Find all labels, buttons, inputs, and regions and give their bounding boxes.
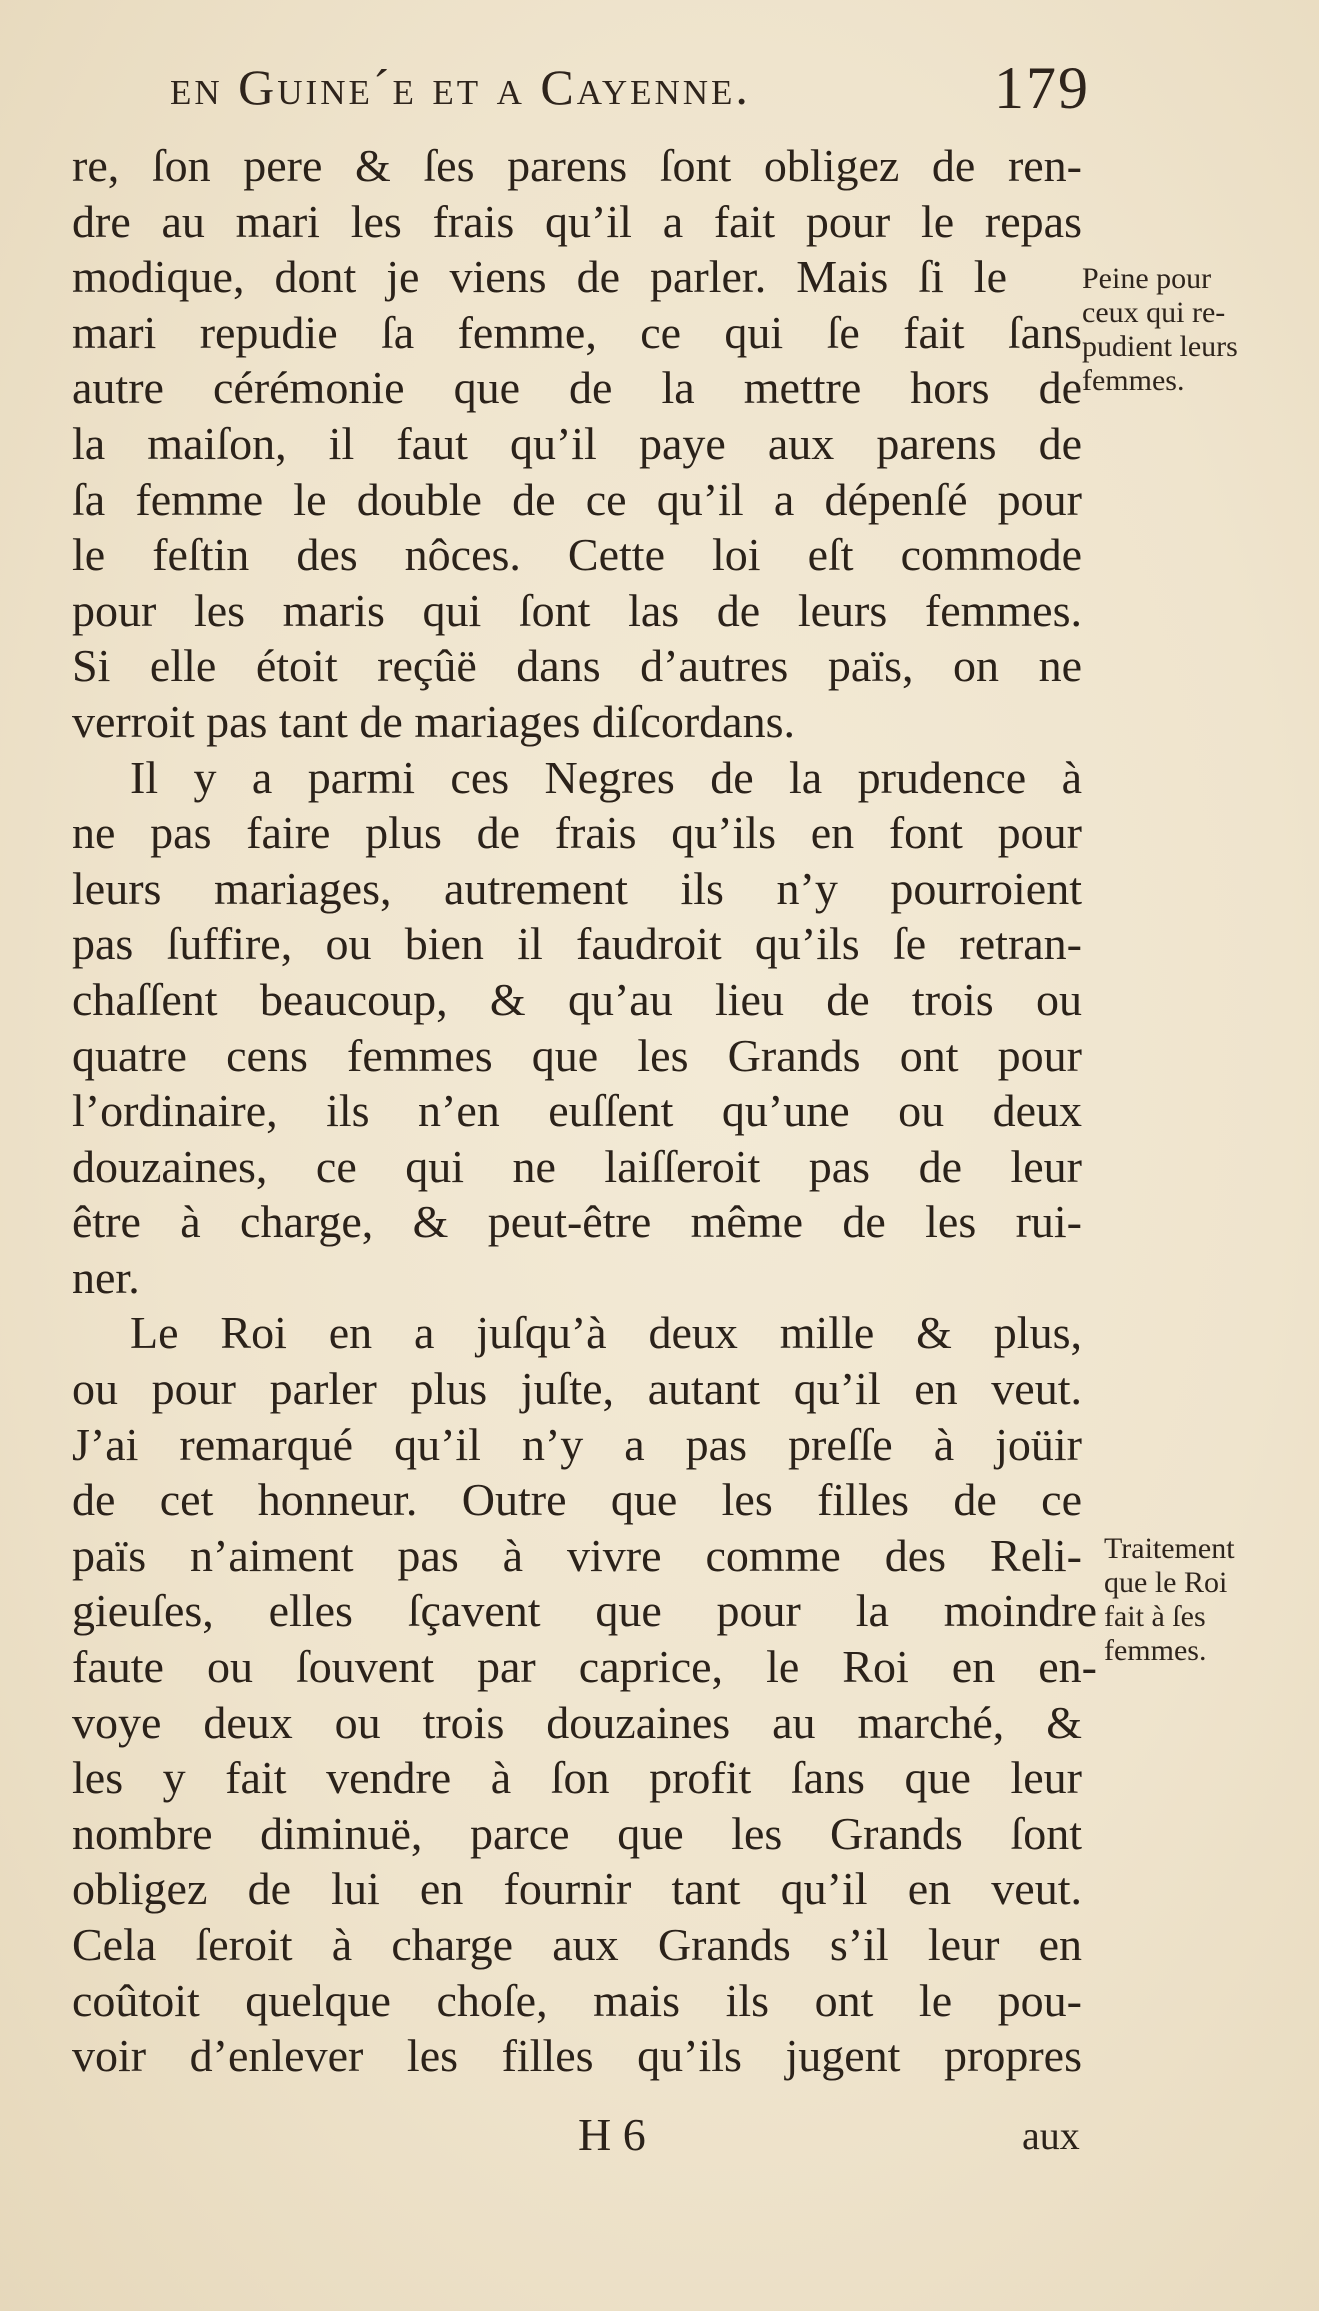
text-line: ner. bbox=[72, 1251, 140, 1303]
page-number: 179 bbox=[994, 55, 1090, 121]
signature-mark: H 6 bbox=[578, 2109, 646, 2160]
text-line: ne pas faire plus de frais qu’ils en font pour bbox=[72, 807, 1082, 859]
text-line: autre cérémonie que de la mettre hors de bbox=[72, 362, 1082, 414]
text-line: modique, dont je viens de parler. Mais ſi le bbox=[72, 251, 1007, 303]
text-line: voir d’enlever les filles qu’ils jugent propres bbox=[72, 2030, 1082, 2082]
text-line: être à charge, & peut-être même de les rui- bbox=[72, 1196, 1082, 1248]
text-line: leurs mariages, autrement ils n’y pourroient bbox=[72, 862, 1082, 914]
running-head: en Guine´e et a Cayenne. bbox=[170, 59, 751, 115]
text-line: les y fait vendre à ſon profit ſans que leur bbox=[72, 1752, 1082, 1804]
text-line: coûtoit quelque choſe, mais ils ont le pou- bbox=[72, 1974, 1082, 2026]
text-line: Il y a parmi ces Negres de la prudence à bbox=[130, 751, 1082, 803]
text-line: mari repudie ſa femme, ce qui ſe fait ſans bbox=[72, 306, 1082, 358]
text-line: faute ou ſouvent par caprice, le Roi en en- bbox=[72, 1641, 1097, 1693]
text-line: ſa femme le double de ce qu’il a dépenſé pour bbox=[72, 473, 1082, 525]
text-line: verroit pas tant de mariages diſcordans. bbox=[72, 695, 795, 747]
text-line: le feſtin des nôces. Cette loi eſt commode bbox=[72, 529, 1082, 581]
text-line: voye deux ou trois douzaines au marché, & bbox=[72, 1696, 1082, 1748]
margin-note-line: fait à ſes bbox=[1104, 1600, 1206, 1633]
margin-note-line: ceux qui re- bbox=[1082, 296, 1226, 329]
text-line: païs n’aiment pas à vivre comme des Reli- bbox=[72, 1529, 1082, 1581]
margin-note-king-wives bbox=[1104, 1532, 1314, 1668]
text-line: quatre cens femmes que les Grands ont pour bbox=[72, 1029, 1082, 1081]
text-line: J’ai remarqué qu’il n’y a pas preſſe à joüir bbox=[72, 1418, 1082, 1470]
text-line: la maiſon, il faut qu’il paye aux parens de bbox=[72, 417, 1082, 469]
text-line: Le Roi en a juſqu’à deux mille & plus, bbox=[130, 1307, 1082, 1359]
text-line: nombre diminuë, parce que les Grands ſont bbox=[72, 1807, 1082, 1859]
margin-note-line: femmes. bbox=[1082, 364, 1185, 397]
text-line: Si elle étoit reçûë dans d’autres païs, on ne bbox=[72, 640, 1082, 692]
margin-note-line: pudient leurs bbox=[1082, 330, 1238, 363]
text-line: Cela ſeroit à charge aux Grands s’il leur en bbox=[72, 1919, 1082, 1970]
text-line: pas ſuffire, ou bien il faudroit qu’ils ſe retran- bbox=[72, 918, 1082, 970]
margin-note-line: femmes. bbox=[1104, 1634, 1207, 1667]
text-line: douzaines, ce qui ne laiſſeroit pas de leur bbox=[72, 1140, 1082, 1192]
margin-note-line: Traitement bbox=[1104, 1532, 1235, 1565]
text-line: dre au mari les frais qu’il a fait pour le repas bbox=[72, 195, 1082, 247]
margin-note-line: que le Roi bbox=[1104, 1566, 1228, 1599]
page-header bbox=[170, 55, 1090, 128]
margin-note-repudiation bbox=[1082, 262, 1292, 398]
margin-note-line: Peine pour bbox=[1082, 262, 1212, 295]
catchword: aux bbox=[1022, 2113, 1080, 2158]
text-line: pour les maris qui ſont las de leurs femmes. bbox=[72, 584, 1082, 636]
text-line: de cet honneur. Outre que les filles de ce bbox=[72, 1474, 1082, 1526]
text-line: obligez de lui en fournir tant qu’il en veut. bbox=[72, 1863, 1082, 1915]
body-text bbox=[72, 138, 1097, 2084]
text-line: ou pour parler plus juſte, autant qu’il en veut. bbox=[72, 1363, 1082, 1415]
text-line: chaſſent beaucoup, & qu’au lieu de trois ou bbox=[72, 973, 1082, 1025]
text-line: gieuſes, elles ſçavent que pour la moindre bbox=[72, 1585, 1097, 1637]
text-line: l’ordinaire, ils n’en euſſent qu’une ou deux bbox=[72, 1085, 1082, 1137]
text-line: re, ſon pere & ſes parens ſont obligez de ren- bbox=[72, 140, 1082, 191]
